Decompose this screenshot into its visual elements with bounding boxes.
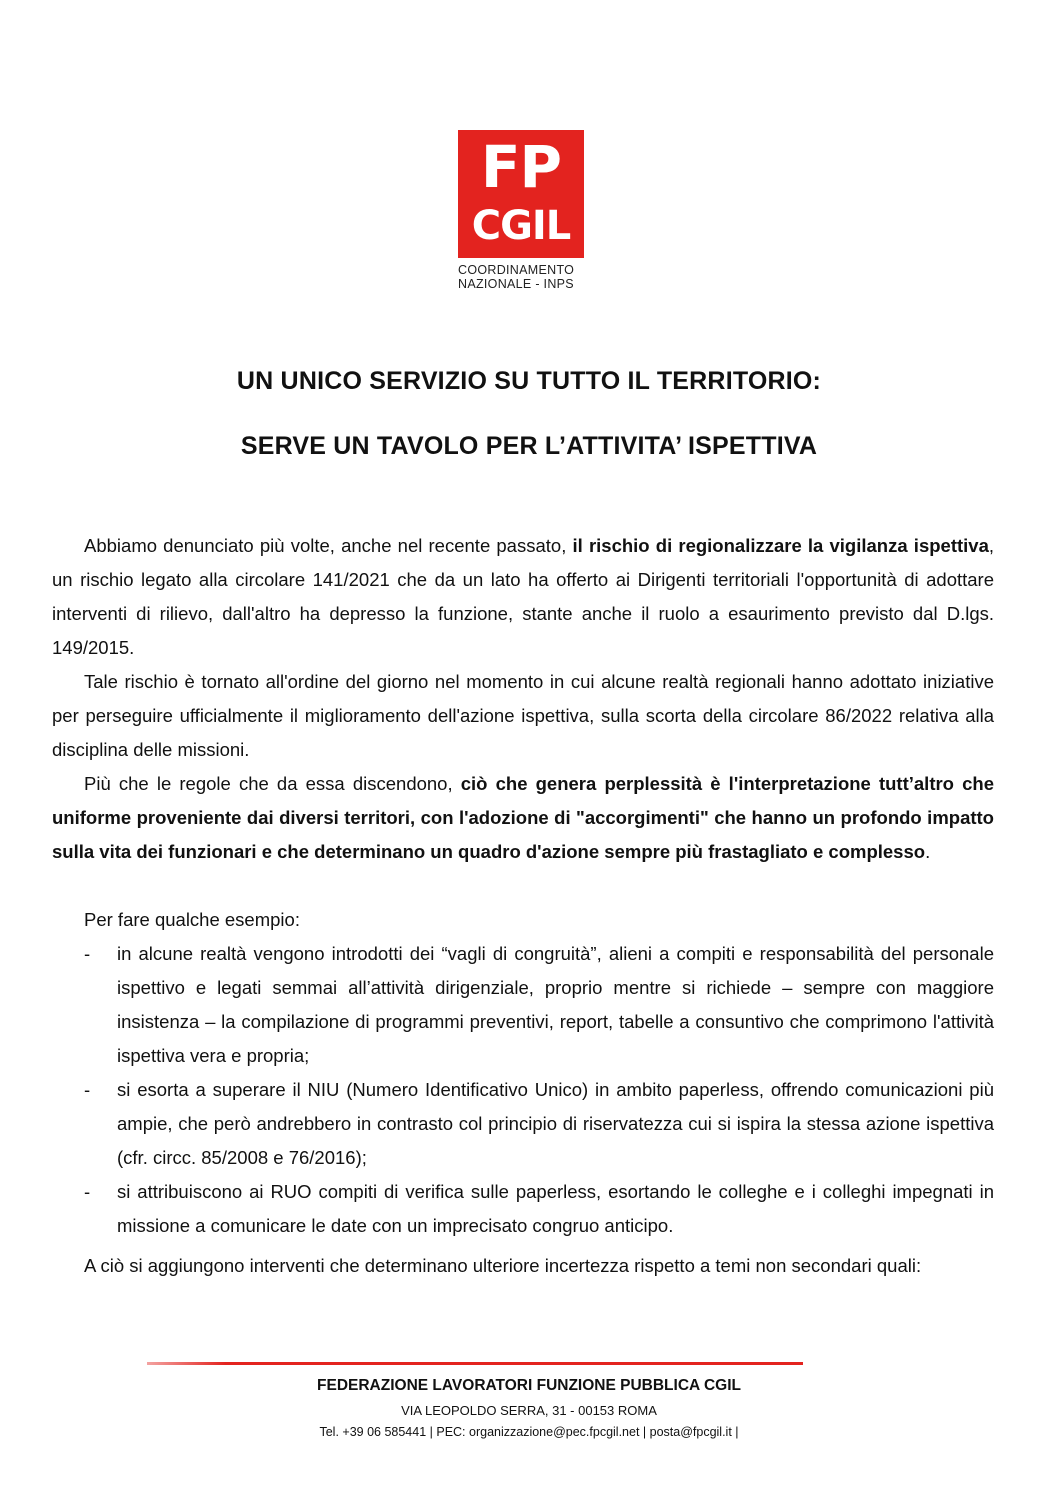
list-item-text: si attribuiscono ai RUO compiti di verifica sulle paperless, esortando le colleghe e i colleghi impegnati in missione a comunicare le date con un imprecisato congruo anticipo. xyxy=(117,1181,994,1236)
list-item xyxy=(52,937,994,1073)
paragraph-1-bold: il rischio di regionalizzare la vigilanza ispettiva xyxy=(572,535,989,556)
paragraph-2: Tale rischio è tornato all'ordine del giorno nel momento in cui alcune realtà regionali hanno adottato iniziative per perseguire ufficialmente il miglioramento dell'azione ispettiva, sulla scorta della circolare 86/2022 relativa alla disciplina delle missioni. xyxy=(52,671,994,760)
list-dash: - xyxy=(84,1079,91,1100)
paragraph-3-bold: ciò che genera perplessità è l'interpretazione tutt’altro che uniforme proveniente dai diversi territori, con l'adozione di "accorgimenti" che hanno un profondo impatto sulla vita dei funzionari e che determinano un quadro d'azione sempre più frastagliato e complesso xyxy=(52,773,994,862)
fp-cgil-logo xyxy=(458,130,588,291)
logo-red-square xyxy=(458,130,584,258)
paragraph-3 xyxy=(52,767,994,869)
list-item-text: in alcune realtà vengono introdotti dei “vagli di congruità”, alieni a compiti e responsabilità del personale ispettivo e legati semmai all’attività dirigenziale, proprio mentre si richiede – sempre con maggiore insistenza – la compilazione di programmi preventivi, report, tabelle a consuntivo che comprimono l'attività ispettiva vera e propria; xyxy=(117,943,994,1066)
logo-subtitle-line2: NAZIONALE - INPS xyxy=(458,277,574,291)
paragraph-3-text-a: Più che le regole che da essa discendono, xyxy=(84,773,461,794)
paragraph-1-text-c: , un rischio legato alla circolare 141/2021 che da un lato ha offerto ai Dirigenti territoriali l'opportunità di adottare interventi di rilievo, dall'altro ha depresso la funzione, stante anche il ruolo a esaurimento previsto dal D.lgs. 149/2015. xyxy=(52,535,995,658)
footer-rule xyxy=(147,1362,803,1365)
examples-list xyxy=(52,937,994,1243)
paragraph-4: A ciò si aggiungono interventi che determinano ulteriore incertezza rispetto a temi non secondari quali: xyxy=(84,1255,922,1276)
paragraph-3-text-c: . xyxy=(925,841,931,862)
logo-fp-text: FP xyxy=(480,133,562,201)
examples-intro: Per fare qualche esempio: xyxy=(84,909,300,930)
footer-contacts: Tel. +39 06 585441 | PEC: organizzazione@pec.fpcgil.net | posta@fpcgil.it | xyxy=(319,1425,739,1439)
list-item xyxy=(52,1175,994,1243)
list-dash: - xyxy=(84,943,91,964)
document-title-line2: SERVE UN TAVOLO PER L’ATTIVITA’ ISPETTIVA xyxy=(240,432,818,460)
logo-subtitle-line1: COORDINAMENTO xyxy=(458,263,575,277)
footer-address: VIA LEOPOLDO SERRA, 31 - 00153 ROMA xyxy=(401,1403,657,1418)
document-body xyxy=(52,529,994,1283)
logo-cgil-text: CGIL xyxy=(471,203,571,249)
paragraph-1-text-a: Abbiamo denunciato più volte, anche nel recente passato, xyxy=(84,535,573,556)
list-dash: - xyxy=(84,1181,91,1202)
document-title-line1: UN UNICO SERVIZIO SU TUTTO IL TERRITORIO: xyxy=(236,367,822,395)
paragraph-1 xyxy=(52,529,994,665)
list-item xyxy=(52,1073,994,1175)
list-item-text: si esorta a superare il NIU (Numero Identificativo Unico) in ambito paperless, offrendo comunicazioni più ampie, che però andrebbero in contrasto col principio di riservatezza cui si ispira la stessa azione ispettiva (cfr. circc. 85/2008 e 76/2016); xyxy=(117,1079,994,1168)
footer-organization: FEDERAZIONE LAVORATORI FUNZIONE PUBBLICA CGIL xyxy=(317,1377,741,1394)
paragraph-spacer xyxy=(52,869,994,903)
